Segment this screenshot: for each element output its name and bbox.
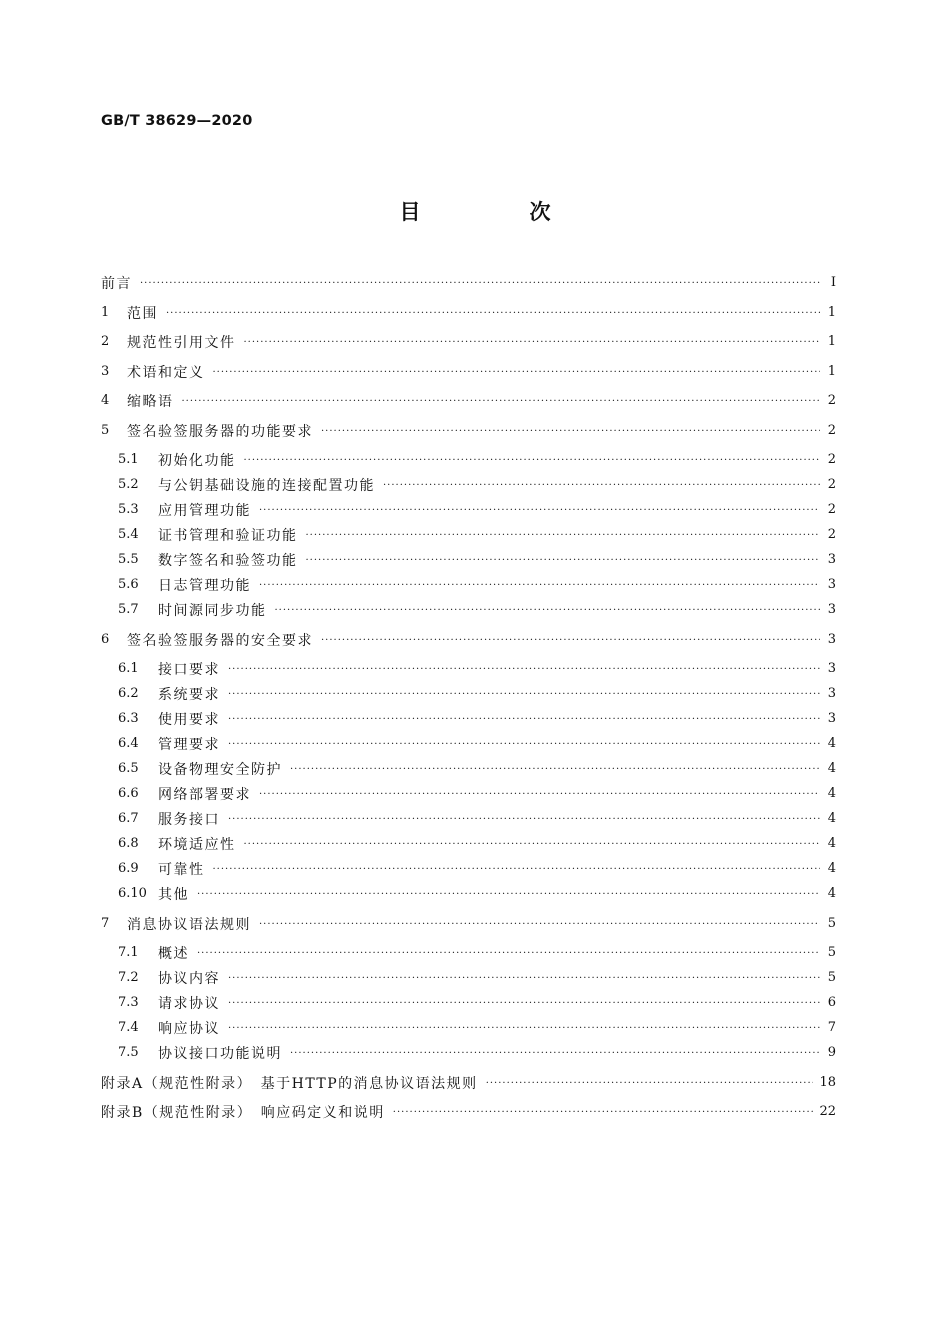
toc-entry-number: 5.7	[118, 602, 139, 617]
toc-leader-dots	[259, 911, 820, 936]
toc-leader-dots	[228, 990, 820, 1015]
toc-entry-label: 与公钥基础设施的连接配置功能	[158, 477, 375, 494]
toc-entry-page: 18	[819, 1075, 836, 1090]
toc-entry[interactable]	[101, 597, 836, 622]
toc-entry-label: 系统要求	[158, 686, 220, 703]
toc-entry-number: 6.4	[118, 736, 139, 751]
toc-leader-dots	[290, 1040, 820, 1065]
toc-entry-label: 网络部署要求	[158, 786, 251, 803]
toc-leader-dots	[244, 447, 821, 472]
toc-entry-page: 7	[827, 1020, 836, 1035]
toc-leader-dots	[321, 627, 820, 652]
toc-entry-page: 2	[827, 423, 836, 438]
toc-entry-label: 设备物理安全防护	[158, 761, 282, 778]
toc-entry-number: 5.2	[118, 477, 139, 492]
toc-entry-page: 3	[827, 686, 836, 701]
toc-entry[interactable]	[101, 731, 836, 756]
toc-entry[interactable]	[101, 522, 836, 547]
toc-entry-page: 3	[827, 552, 836, 567]
toc-entry[interactable]	[101, 806, 836, 831]
toc-leader-dots	[259, 572, 820, 597]
toc-entry-page: 3	[827, 577, 836, 592]
toc-entry-label: 规范性引用文件	[127, 334, 236, 351]
toc-entry-label: 应用管理功能	[158, 502, 251, 519]
toc-entry[interactable]	[101, 300, 836, 325]
toc-leader-dots	[244, 329, 821, 354]
toc-entry-number: 5.6	[118, 577, 139, 592]
toc-entry-label: 证书管理和验证功能	[158, 527, 298, 544]
toc-entry[interactable]	[101, 388, 836, 413]
toc-leader-dots	[244, 831, 821, 856]
toc-entry[interactable]	[101, 756, 836, 781]
toc-leader-dots	[166, 300, 820, 325]
toc-entry[interactable]	[101, 940, 836, 965]
toc-entry-number: 2	[101, 334, 110, 349]
toc-leader-dots	[486, 1070, 814, 1095]
toc-entry[interactable]	[101, 706, 836, 731]
toc-entry-label: 其他	[158, 886, 189, 903]
toc-entry-page: 3	[827, 661, 836, 676]
toc-leader-dots	[197, 881, 820, 906]
toc-entry-label: 日志管理功能	[158, 577, 251, 594]
toc-entry[interactable]	[101, 781, 836, 806]
toc-leader-dots	[228, 731, 820, 756]
toc-entry-label: 使用要求	[158, 711, 220, 728]
toc-entry-number: 5.5	[118, 552, 139, 567]
toc-entry[interactable]	[101, 911, 836, 936]
toc-entry[interactable]	[101, 472, 836, 497]
toc-entry-page: 2	[827, 477, 836, 492]
toc-entry-label: 附录A（规范性附录） 基于HTTP的消息协议语法规则	[101, 1075, 478, 1092]
toc-entry-label: 初始化功能	[158, 452, 236, 469]
toc-entry-label: 术语和定义	[127, 364, 205, 381]
toc-entry-label: 数字签名和验签功能	[158, 552, 298, 569]
toc-entry[interactable]	[101, 270, 836, 295]
toc-entry-number: 7.2	[118, 970, 139, 985]
toc-entry[interactable]	[101, 990, 836, 1015]
toc-entry-label: 服务接口	[158, 811, 220, 828]
toc-entry[interactable]	[101, 1099, 836, 1124]
toc-entry-page: 2	[827, 452, 836, 467]
toc-entry-page: 3	[827, 602, 836, 617]
toc-entry[interactable]	[101, 447, 836, 472]
toc-entry-number: 5.4	[118, 527, 139, 542]
toc-entry-label: 前言	[101, 275, 132, 292]
toc-entry-number: 6	[101, 632, 110, 647]
toc-entry[interactable]	[101, 1040, 836, 1065]
toc-entry[interactable]	[101, 965, 836, 990]
toc-entry[interactable]	[101, 881, 836, 906]
toc-entry-page: 4	[827, 886, 836, 901]
toc-entry-label: 可靠性	[158, 861, 205, 878]
toc-leader-dots	[290, 756, 820, 781]
toc-entry[interactable]	[101, 418, 836, 443]
toc-entry-label: 附录B（规范性附录） 响应码定义和说明	[101, 1104, 385, 1121]
toc-entry[interactable]	[101, 656, 836, 681]
toc-leader-dots	[259, 497, 820, 522]
toc-entry-label: 签名验签服务器的功能要求	[127, 423, 313, 440]
toc-entry-page: 22	[819, 1104, 836, 1119]
toc-entry-page: 1	[827, 305, 836, 320]
toc-entry-number: 5	[101, 423, 110, 438]
toc-entry-page: 3	[827, 632, 836, 647]
toc-leader-dots	[275, 597, 821, 622]
toc-entry[interactable]	[101, 1015, 836, 1040]
toc-entry-label: 时间源同步功能	[158, 602, 267, 619]
toc-entry-page: 4	[827, 761, 836, 776]
toc-entry-number: 1	[101, 305, 110, 320]
toc-entry-page: 1	[827, 334, 836, 349]
toc-entry[interactable]	[101, 359, 836, 384]
toc-entry-number: 6.5	[118, 761, 139, 776]
toc-leader-dots	[306, 522, 821, 547]
page-title: 目 次	[399, 200, 595, 224]
toc-leader-dots	[228, 806, 820, 831]
toc-leader-dots	[228, 706, 820, 731]
toc-entry-number: 6.7	[118, 811, 139, 826]
toc-entry-number: 7.1	[118, 945, 139, 960]
toc-entry-number: 6.1	[118, 661, 139, 676]
toc-leader-dots	[383, 472, 820, 497]
toc-entry-page: Ⅰ	[830, 275, 836, 290]
toc-entry[interactable]	[101, 497, 836, 522]
toc-entry-page: 6	[827, 995, 836, 1010]
toc-entry-page: 2	[827, 527, 836, 542]
toc-leader-dots	[228, 965, 820, 990]
toc-leader-dots	[306, 547, 821, 572]
toc-entry[interactable]	[101, 572, 836, 597]
toc-leader-dots	[182, 388, 821, 413]
toc-entry-page: 5	[827, 970, 836, 985]
toc-leader-dots	[213, 856, 821, 881]
toc-entry-number: 6.2	[118, 686, 139, 701]
toc-entry-number: 7.4	[118, 1020, 139, 1035]
toc-entry-page: 4	[827, 836, 836, 851]
toc-leader-dots	[393, 1099, 814, 1124]
toc-leader-dots	[213, 359, 821, 384]
toc-entry-page: 3	[827, 711, 836, 726]
toc-entry-label: 请求协议	[158, 995, 220, 1012]
toc-entry-number: 3	[101, 364, 110, 379]
toc-entry-number: 7.3	[118, 995, 139, 1010]
toc-entry-label: 协议接口功能说明	[158, 1045, 282, 1062]
toc-entry-label: 接口要求	[158, 661, 220, 678]
toc-entry[interactable]	[101, 627, 836, 652]
toc-entry-label: 范围	[127, 305, 158, 322]
toc-entry-number: 6.6	[118, 786, 139, 801]
toc-entry-number: 6.3	[118, 711, 139, 726]
toc-entry-number: 6.10	[118, 886, 147, 901]
toc-leader-dots	[140, 270, 820, 295]
toc-entry-page: 2	[827, 502, 836, 517]
toc-entry-number: 5.1	[118, 452, 139, 467]
toc-entry-page: 2	[827, 393, 836, 408]
toc-entry-label: 消息协议语法规则	[127, 916, 251, 933]
toc-entry[interactable]	[101, 547, 836, 572]
toc-entry[interactable]	[101, 856, 836, 881]
toc-leader-dots	[259, 781, 820, 806]
standard-code: GB/T 38629—2020	[101, 113, 253, 129]
toc-entry-page: 4	[827, 786, 836, 801]
toc-entry-label: 签名验签服务器的安全要求	[127, 632, 313, 649]
toc-leader-dots	[321, 418, 820, 443]
toc-entry-page: 5	[827, 945, 836, 960]
toc-entry-page: 1	[827, 364, 836, 379]
toc-entry-label: 响应协议	[158, 1020, 220, 1037]
toc-entry-page: 4	[827, 736, 836, 751]
toc-leader-dots	[228, 681, 820, 706]
toc-entry-number: 7	[101, 916, 110, 931]
toc-entry-number: 7.5	[118, 1045, 139, 1060]
toc-entry-number: 4	[101, 393, 110, 408]
toc-entry[interactable]	[101, 831, 836, 856]
toc-entry-label: 协议内容	[158, 970, 220, 987]
toc-entry[interactable]	[101, 1070, 836, 1095]
toc-entry[interactable]	[101, 681, 836, 706]
toc-entry-page: 9	[827, 1045, 836, 1060]
toc-entry-label: 概述	[158, 945, 189, 962]
toc-entry-number: 6.9	[118, 861, 139, 876]
toc-entry-number: 6.8	[118, 836, 139, 851]
toc-entry-page: 5	[827, 916, 836, 931]
toc-entry[interactable]	[101, 329, 836, 354]
toc-leader-dots	[228, 656, 820, 681]
toc-leader-dots	[197, 940, 820, 965]
toc-entry-number: 5.3	[118, 502, 139, 517]
toc-entry-label: 管理要求	[158, 736, 220, 753]
toc-entry-label: 缩略语	[127, 393, 174, 410]
toc-entry-page: 4	[827, 811, 836, 826]
toc-entry-label: 环境适应性	[158, 836, 236, 853]
toc-leader-dots	[228, 1015, 820, 1040]
toc-entry-page: 4	[827, 861, 836, 876]
